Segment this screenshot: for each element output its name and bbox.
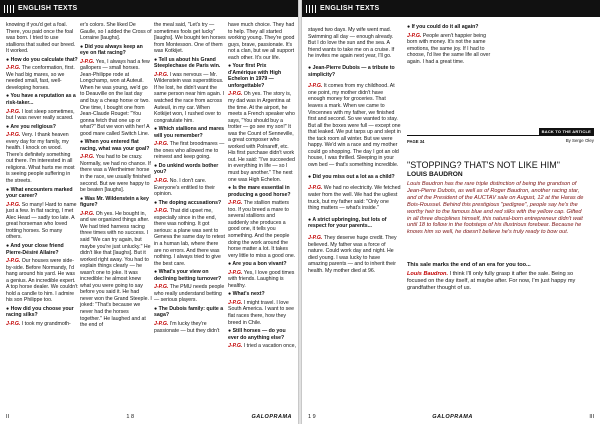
headline-subtitle: LOUIS BAUDRON (407, 171, 463, 178)
magazine-brand: GALOPRAMA (251, 414, 292, 420)
speaker: J-P.G. (154, 208, 170, 215)
answer: J-P.G. Oh yes. The story is, my dad was in Argentina at the time. At the airport, he meets a French speaker who says, "You should buy a trotter — go see my son!" It was the Count of Senneville, a great composer who worked with Polnareff, etc. His first purchase didn't work out. He said: "I've succeeded in everything in life — so I must buy another." The next one was High Echelon. (228, 91, 295, 183)
question: ● Your first Prix d'Amérique with High Echelon in 1979 — unforgettable? (228, 63, 282, 89)
answer: J-P.G. I'm lucky they're passionate — but they didn't (154, 320, 220, 334)
answer: J-P.G. Yes, I always had a few gallopers — small horses. Jean-Philippe rode at Longchamp, won at Auteuil. When he was young, we'd go to Deauville on the last day and buy a cheap horse or two. One time, I bought one from Jean-Claude Rouget: "You gonna fetch that one up or what?" But we won with her! A good mare called Switch Line. (80, 58, 150, 137)
stripe-icon (4, 5, 14, 13)
question: ● When you entered flat racing, what was your goal? (80, 139, 150, 152)
speaker: Louis Baudron. (407, 270, 449, 277)
question: ● Are you a bon vivant? (228, 261, 287, 268)
speaker: J-P.G. (228, 91, 244, 98)
intro-paragraph: Louis Baudron has the rare triple distinction of being the grandson of Jean-Pierre Dubois, as well as of Roger Baudron, another racing star, and of the President of the AUCTAV sale on August, 12 at the Haras de Bois-Roussel. Behind this prestigious "pedigree", people say he's the worthy heir to the famous blue and red silks with the yellow cap. Gifted in all three disciplines himself, this natural-born entrepreneur didn't wait until 18 to follow in the footsteps of his illustrious forebear. Because he knows him so well, he doesn't believe he's truly ready to bow out. (407, 181, 584, 236)
question: ● What encounters marked your career? (6, 186, 73, 200)
question: ● Is the mare essential in producing a good horse? (228, 185, 291, 198)
question: ● And your close friend Pierre-Désiré Allaire? (6, 242, 64, 256)
right-footer (308, 414, 594, 420)
question: ● Did you miss out a lot as a child? (308, 173, 395, 180)
folio: 1 8 (126, 414, 135, 420)
question: ● If you could do it all again? (407, 24, 479, 30)
speaker: J-P.G. (154, 320, 170, 327)
speaker: J-P.G. (154, 178, 170, 185)
answer: J-P.G. The conformation, first. We had big mares, so we needed small, fast, well-developing horses. (6, 65, 75, 91)
speaker: J-P.G. (308, 83, 324, 90)
back-to-article-button[interactable]: BACK TO THE ARTICLE (539, 128, 594, 135)
speaker: J-P.G. (6, 201, 22, 208)
speaker: J-P.G. (228, 269, 244, 276)
question: ● Do unkind words bother you? (154, 162, 219, 176)
question: ● Which stallions and mares will you remember? (154, 126, 225, 139)
right-page (302, 0, 600, 424)
paragraph: knowing if you'd get a foal. There, you paid once the foal was born. I tried to use stallions that suited our breed. It worked. (6, 22, 76, 55)
folio: 1 9 (308, 414, 316, 420)
paragraph: stayed two days. My wife went mad. Swimming all day — enough already. But I do love the sun and the sea. A friend wants to take me on a cruise. If he invites me again next year, I'll go. (308, 27, 395, 60)
headline-title: "STOPPING? THAT'S NOT LIKE HIM" (407, 160, 560, 170)
question: ● How do you calculate that? (6, 56, 78, 63)
speaker: J-P.G. (6, 108, 22, 115)
page-number: II (6, 414, 10, 420)
speaker: J-P.G. (80, 58, 96, 65)
speaker: J-P.G. (6, 132, 22, 139)
question: ● What's your view on declining betting turnover? (154, 269, 222, 282)
magazine-brand: GALOPRAMA (432, 414, 473, 420)
answer: J-P.G. We had no electricity. We fetched water from the well. We had the ugliest truck, but my father said: "Only one thing matters — what's inside." (308, 185, 401, 212)
answer: J-P.G. Oh yes. He bought in, and we organized things after. We had tried harness racing three times with no success. I said "We can try again, but maybe you're just unlucky." He didn't like that [laughs]. But it worked right away. You had to explain things clearly — he wasn't one to joke. It was incredible: he almost knew what you were going to say before you said it. He had never won the Grand Steeple. I joked: "That's because we never had the horses together." He laughed and at the end of (80, 210, 152, 329)
answer: J-P.G. You had to be crazy. Normally, we had no chance. If there was a Wertheimer horse in the race, we usually finished second. But we were happy to be beaten [laughs]. (80, 154, 151, 194)
answer: J-P.G. I was nervous — Mr. Wildenstein was superstitious. If he lost, he didn't want the same person near him again. I watched the race from across Auteuil, in my car. When Kotkijet won, I rushed over to congratulate him. (154, 71, 225, 124)
answer: J-P.G. Very. I thank heaven every day for my family, my health. I knock on wood. There's definitely something out there. I'm interested in all religions. What hurts me most is seeing people suffering in the streets. (6, 132, 75, 185)
left-col-1 (6, 22, 78, 330)
left-page (0, 0, 298, 424)
answer: J-P.G. The first broodmares — the ones who allowed me to reinvest and keep going. (154, 141, 225, 161)
question: ● Tell us about his Grand Steeplechase de Paris win. (154, 56, 221, 70)
answer: J-P.G. It comes from my childhood. At one point, my mother didn't have enough money for groceries. That leaves a mark. When we came to Vincennes with my father, we finished first and second. So we wanted to stay. But all the boxes were full — except one that leaked. We put tarps up and slept in the tack room all winter. But we were happy. We'd win a race and my mother could go shopping. The day I got an old house, I was thrilled. Sleeping in your own bed — that's something incredible. (308, 83, 401, 168)
question: ● You have a reputation as a risk-taker... (6, 93, 76, 107)
speaker: J-P.G. (154, 284, 170, 291)
speaker: J-P.G. (228, 200, 244, 207)
speaker: J-P.G. (80, 210, 96, 217)
question: ● How did you choose your racing silks? (6, 305, 74, 319)
speaker: J-P.G. (308, 235, 324, 242)
answer: J-P.G. The stallion matters too. If you breed a mare to several stallions and suddenly she produces a good one, it tells you something. And the people doing the work around the horse matter a lot. It takes very little to miss a good one. (228, 200, 296, 259)
answer: J-P.G. Yes, I love good times with friends. Laughing is healthy. (228, 269, 295, 289)
speaker: J-P.G. (308, 185, 324, 192)
answer: J-P.G. People aren't happier being born with money. It's not the same emotions, the same joy. If I had to choose, I'd live the same life all over again. I had a great time. (407, 32, 491, 65)
answer: J-P.G. They deserve huge credit. They believed. My father was a force of nature. Could work day and night. He died young. I was lucky to have amazing parents — and to inherit their health. My mother died at 96. (308, 235, 397, 274)
byline: By Serge Oley (565, 138, 594, 143)
page-tag: PAGE 34 (407, 139, 425, 144)
question: ● Jean-Pierre Dubois — a tribute to simplicity? (308, 65, 395, 78)
speaker: J-P.G. (228, 299, 244, 306)
answer: J-P.G. No. I don't care. Everyone's entitled to their opinion. (154, 178, 215, 198)
final-qa (407, 262, 587, 292)
answer: J-P.G. The PMU needs people who really understand betting — serious players. (154, 284, 225, 304)
page-number: III (589, 414, 594, 420)
paragraph: er's colors. She liked De Gaulle, so I added the Cross of Lorraine [laughs]. (80, 22, 152, 42)
answer: J-P.G. I tried a vacation once, (228, 343, 296, 350)
answer: J-P.G. I took my grandmoth- (6, 320, 71, 327)
speaker: J-P.G. (6, 320, 22, 327)
left-col-3 (154, 22, 226, 336)
left-footer (6, 414, 292, 420)
paragraph: the meal said, "Let's try — sometimes fools get lucky" [laughs]. We bought ten horses from Montesson. One of them was Kotkijet. (154, 22, 226, 55)
divider (407, 135, 594, 136)
question: ● Still horses — do you ever do anything else? (228, 328, 286, 341)
question: ● The doping accusations? (154, 199, 222, 206)
question: ● A strict upbringing, but lots of respect for your parents... (308, 216, 387, 230)
stripe-icon (306, 5, 316, 13)
speaker: J-P.G. (154, 141, 170, 148)
left-header (0, 0, 298, 17)
answer: J-P.G. So many! Hard to name just a few. In flat racing, I met Alec Head — sadly too late. A great horseman who loved trotting horses. So many others. (6, 201, 77, 241)
speaker: J-P.G. (6, 65, 22, 72)
speaker: J-P.G. (154, 71, 170, 78)
answer: I think I'll only fully grasp it after the sale. Being so focused on the day itself, at maybe after. For now, I'm just happy my grandfather thought of us. (407, 270, 576, 291)
section-title: ENGLISH TEXTS (18, 5, 78, 12)
speaker: J-P.G. (6, 258, 22, 265)
right-header (302, 0, 600, 17)
answer: J-P.G. I might travel. I love South America. I want to see flat races there, how they breed in Chile. (228, 299, 295, 326)
answer: J-P.G. I lost sleep sometimes, but I was never really scared. (6, 108, 75, 122)
speaker: J-P.G. (407, 32, 423, 39)
question: ● Are you religious? (6, 123, 56, 130)
question: ● The Dubois family: quite a saga? (154, 305, 224, 319)
left-col-4 (228, 22, 296, 352)
question: ● Was Mr. Wildenstein a key figure? (80, 195, 149, 209)
question: ● Did you always keep an eye on flat racing? (80, 43, 143, 57)
right-col-2 (407, 22, 497, 67)
right-col-1 (308, 22, 401, 280)
question: ● What's next? (228, 291, 265, 298)
headline (407, 160, 587, 180)
speaker: J-P.G. (228, 343, 244, 350)
paragraph: have much choice. They had to help. They all started working young. They're good guys, brave, passionate. It's not a clan, but we all support each other. It's our life. (228, 22, 295, 61)
question: This sale marks the end of an era for you too... (407, 262, 531, 268)
answer: J-P.G. Our houses were side-by-side. Before Normandy, I'd hang around his yard. He was a genius. An incredible expert. A top horse dealer. We couldn't hold a candle to him. I admire his son Philippe too. (6, 258, 78, 304)
left-col-2 (80, 22, 152, 331)
answer: J-P.G. That did upset me, especially since in the end, there was nothing. It got serious: a plane was sent to Geneva the same day to retest in a human lab, where there are no errors. And there was nothing. I always tried to give the best care. (154, 208, 225, 267)
section-title: ENGLISH TEXTS (320, 5, 380, 12)
speaker: J-P.G. (80, 154, 96, 161)
